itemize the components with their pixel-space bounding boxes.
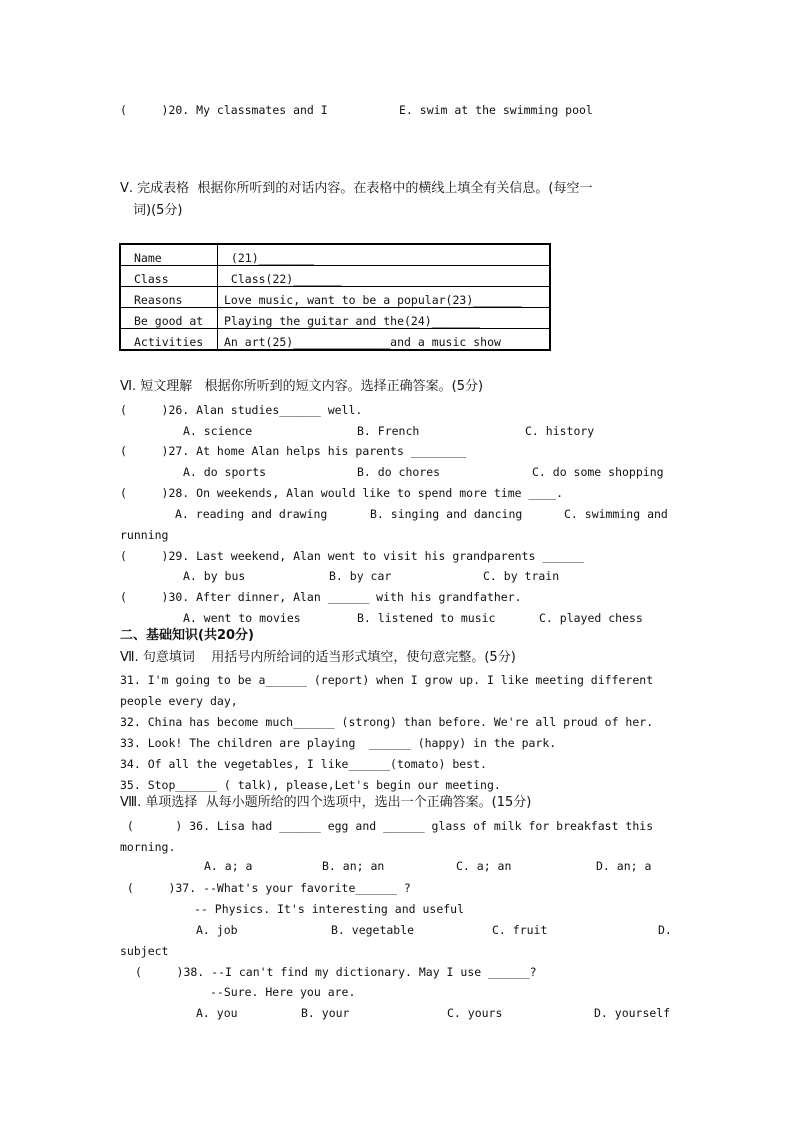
q36-option-b: B. an; an [322,859,385,873]
q37-option-d-cont: subject [120,944,169,958]
q28-option-a: A. reading and drawing [175,507,328,521]
q27-stem: ( )27. At home Alan helps his parents ________ [120,444,467,458]
section-6-heading: Ⅵ. 短文理解 根据你所听到的短文内容。选择正确答案。(5分) [120,379,484,394]
q36-option-a: A. a; a [204,859,253,873]
q29-option-b: B. by car [329,569,392,583]
row-label: Reasons [120,287,218,308]
q27-option-a: A. do sports [183,465,267,479]
q38-stem: ( )38. --I can't find my dictionary. May I use ______? [135,965,537,979]
q30-option-a: A. went to movies [183,611,301,625]
q30-stem: ( )30. After dinner, Alan ______ with his grandfather. [120,590,522,604]
q36-stem: ( ) 36. Lisa had ______ egg and ______ glass of milk for breakfast this [120,819,654,833]
q37-option-b: B. vegetable [331,923,415,937]
q31: 31. I'm going to be a______ (report) when I grow up. I like meeting different [120,673,654,687]
part-2-heading: 二、基础知识(共20分) [120,628,254,643]
row-label: Name [120,244,218,266]
q27-option-b: B. do chores [357,465,441,479]
q37-option-a: A. job [196,923,238,937]
q36-cont: morning. [120,840,176,854]
section-5-heading: Ⅴ. 完成表格 根据你所听到的对话内容。在表格中的横线上填全有关信息。(每空一 [120,181,593,196]
row-label: Class [120,266,218,287]
q29-option-c: C. by train [483,569,560,583]
q32: 32. China has become much______ (strong) than before. We're all proud of her. [120,715,654,729]
q33: 33. Look! The children are playing ______ (happy) in the park. [120,736,557,750]
q38-option-b: B. your [301,1006,350,1020]
row-value: Love music, want to be a popular(23)_______ [218,287,551,308]
table-row [120,329,550,351]
row-value: Playing the guitar and the(24)_______ [218,308,551,329]
q38-reply: --Sure. Here you are. [210,985,356,999]
q38-option-d: D. yourself [594,1006,671,1020]
q38-option-c: C. yours [447,1006,503,1020]
row-label: Activities [120,329,218,351]
q37-option-c: C. fruit [492,923,548,937]
q28-option-c-cont: running [120,528,169,542]
q36-option-c: C. a; an [456,859,512,873]
section-7-heading: Ⅶ. 句意填词 用括号内所给词的适当形式填空，使句意完整。(5分) [120,650,516,665]
q30-option-b: B. listened to music [357,611,496,625]
q30-option-c: C. played chess [539,611,643,625]
q26-option-c: C. history [525,424,595,438]
info-table [119,243,551,351]
q29-option-a: A. by bus [183,569,246,583]
q27-option-c: C. do some shopping [532,465,664,479]
q26-option-b: B. French [357,424,420,438]
q20-stem: ( )20. My classmates and I [120,103,328,117]
q20-option-e: E. swim at the swimming pool [399,103,593,117]
q34: 34. Of all the vegetables, I like______(tomato) best. [120,757,487,771]
q28-stem: ( )28. On weekends, Alan would like to spend more time ____. [120,486,564,500]
q37-stem: ( )37. --What's your favorite______ ? [120,881,411,895]
q26-stem: ( )26. Alan studies______ well. [120,403,363,417]
q37-reply: -- Physics. It's interesting and useful [194,902,465,916]
table-row [120,308,550,329]
q26-option-a: A. science [183,424,253,438]
q37-option-d: D. [658,923,672,937]
table-row [120,266,550,287]
q29-stem: ( )29. Last weekend, Alan went to visit his grandparents ______ [120,549,584,563]
row-value: An art(25)______________and a music show [218,329,551,351]
q38-option-a: A. you [196,1006,238,1020]
row-label: Be good at [120,308,218,329]
q28-option-c: C. swimming and [564,507,668,521]
table-row [120,287,550,308]
section-8-heading: Ⅷ. 单项选择 从每小题所给的四个选项中，选出一个正确答案。(15分) [120,795,532,810]
row-value: (21)________ [218,244,551,266]
table-row [120,244,550,266]
q35: 35. Stop______ ( talk), please,Let's begin our meeting. [120,778,501,792]
row-value: Class(22)_______ [218,266,551,287]
q36-option-d: D. an; a [596,859,652,873]
q28-option-b: B. singing and dancing [370,507,523,521]
section-5-heading-cont: 词)(5分) [133,203,183,218]
q31-cont: people every day, [120,694,238,708]
